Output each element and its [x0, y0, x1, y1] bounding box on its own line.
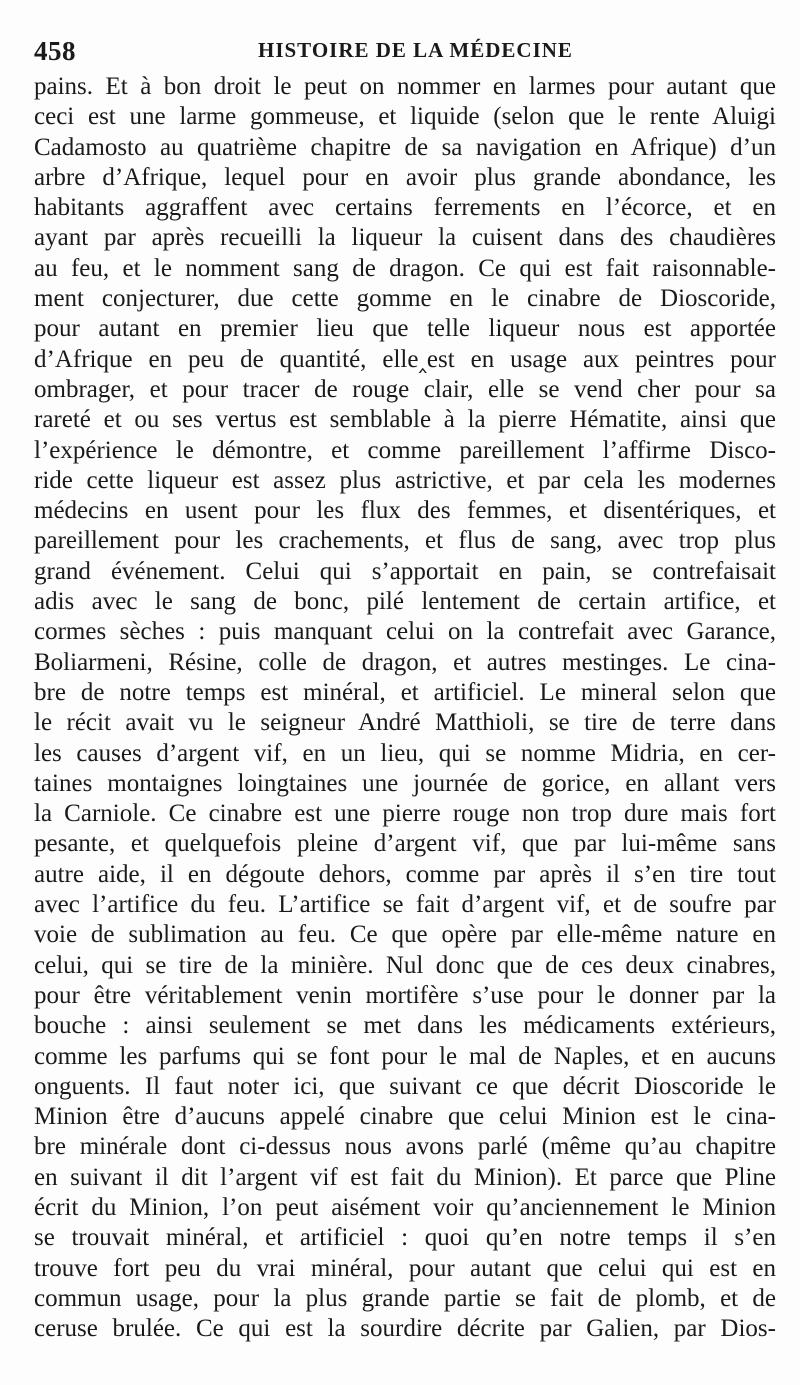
text-line: se trouvait minéral, et artificiel : quoi qu’en notre temps il s’en: [34, 1224, 776, 1252]
text-line: rareté et ou ses vertus est semblable à la pierre Hématite, ainsi que: [34, 406, 776, 434]
text-line: comme les parfums qui se font pour le mal de Naples, et en aucuns: [34, 1042, 776, 1070]
text-line: autre aide, il en dégoute dehors, comme par après il s’en tire tout: [34, 860, 776, 888]
text-line: bre de notre temps est minéral, et artificiel. Le mineral selon que: [34, 678, 776, 706]
body-text: [34, 72, 776, 1344]
text-line: grand événement. Celui qui s’apportait en pain, se contrefaisait: [34, 557, 776, 585]
text-line: médecins en usent pour les flux des femmes, et disentériques, et: [34, 497, 776, 525]
text-line: bouche : ainsi seulement se met dans les médicaments extérieurs,: [34, 1012, 776, 1040]
text-line: voie de sublimation au feu. Ce que opère par elle-même nature en: [34, 921, 776, 949]
text-line: pareillement pour les crachements, et flus de sang, avec trop plus: [34, 527, 776, 555]
text-line: adis avec le sang de bonc, pilé lentement de certain artifice, et: [34, 588, 776, 616]
text-line: pains. Et à bon droit le peut on nommer en larmes pour autant que: [34, 73, 776, 100]
text-line: d’Afrique en peu de quantité, elle‸est en usage aux peintres pour: [34, 345, 776, 373]
running-head: [34, 30, 774, 64]
text-line: habitants aggraffent avec certains ferrements en l’écorce, et en: [34, 194, 776, 222]
text-line: trouve fort peu du vrai minéral, pour autant que celui qui est en: [34, 1254, 776, 1282]
text-line: ayant par après recueilli la liqueur la cuisent dans des chaudières: [34, 224, 776, 252]
text-line: onguents. Il faut noter ici, que suivant ce que décrit Dioscoride le: [34, 1072, 776, 1100]
text-line: ceruse brulée. Ce qui est la sourdire décrite par Galien, par Dios-: [34, 1315, 776, 1343]
text-line: taines montaignes loingtaines une journée de gorice, en allant vers: [34, 769, 776, 797]
text-line: ombrager, et pour tracer de rouge clair, elle se vend cher pour sa: [34, 375, 776, 403]
text-line: ment conjecturer, due cette gomme en le cinabre de Dioscoride,: [34, 285, 776, 313]
text-line: le récit avait vu le seigneur André Matthioli, se tire de terre dans: [34, 709, 776, 737]
text-line: arbre d’Afrique, lequel pour en avoir plus grande abondance, les: [34, 163, 776, 191]
text-line: Cadamosto au quatrième chapitre de sa navigation en Afrique) d’un: [34, 133, 776, 161]
text-line: Boliarmeni, Résine, colle de dragon, et autres mestinges. Le cina-: [34, 648, 776, 676]
running-title: HISTOIRE DE LA MÉDECINE: [258, 38, 573, 62]
text-line: pour autant en premier lieu que telle liqueur nous est apportée: [34, 315, 776, 343]
text-line: au feu, et le nomment sang de dragon. Ce qui est fait raisonnable-: [34, 254, 776, 282]
text-line: en suivant il dit l’argent vif est fait du Minion). Et parce que Pline: [34, 1163, 776, 1191]
text-line: la Carniole. Ce cinabre est une pierre rouge non trop dure mais fort: [34, 800, 776, 828]
text-line: ride cette liqueur est assez plus astrictive, et par cela les modernes: [34, 466, 776, 494]
text-line: les causes d’argent vif, en un lieu, qui se nomme Midria, en cer-: [34, 739, 776, 767]
text-line: écrit du Minion, l’on peut aisément voir qu’anciennement le Minion: [34, 1193, 776, 1221]
text-line: avec l’artifice du feu. L’artifice se fait d’argent vif, et de soufre par: [34, 891, 776, 919]
text-line: cormes sèches : puis manquant celui on la contrefait avec Garance,: [34, 618, 776, 646]
page-number: 458: [34, 36, 76, 66]
text-line: Minion être d’aucuns appelé cinabre que celui Minion est le cina-: [34, 1103, 776, 1131]
text-line: ceci est une larme gommeuse, et liquide (selon que le rente Aluigi: [34, 103, 776, 131]
text-line: commun usage, pour la plus grande partie se fait de plomb, et de: [34, 1284, 776, 1312]
text-line: celui, qui se tire de la minière. Nul donc que de ces deux cinabres,: [34, 951, 776, 979]
text-line: bre minérale dont ci-dessus nous avons parlé (même qu’au chapitre: [34, 1133, 776, 1161]
text-line: pesante, et quelquefois pleine d’argent vif, que par lui-même sans: [34, 830, 776, 858]
text-line: pour être véritablement venin mortifère s’use pour le donner par la: [34, 981, 776, 1009]
text-line: l’expérience le démontre, et comme pareillement l’affirme Disco-: [34, 436, 776, 464]
